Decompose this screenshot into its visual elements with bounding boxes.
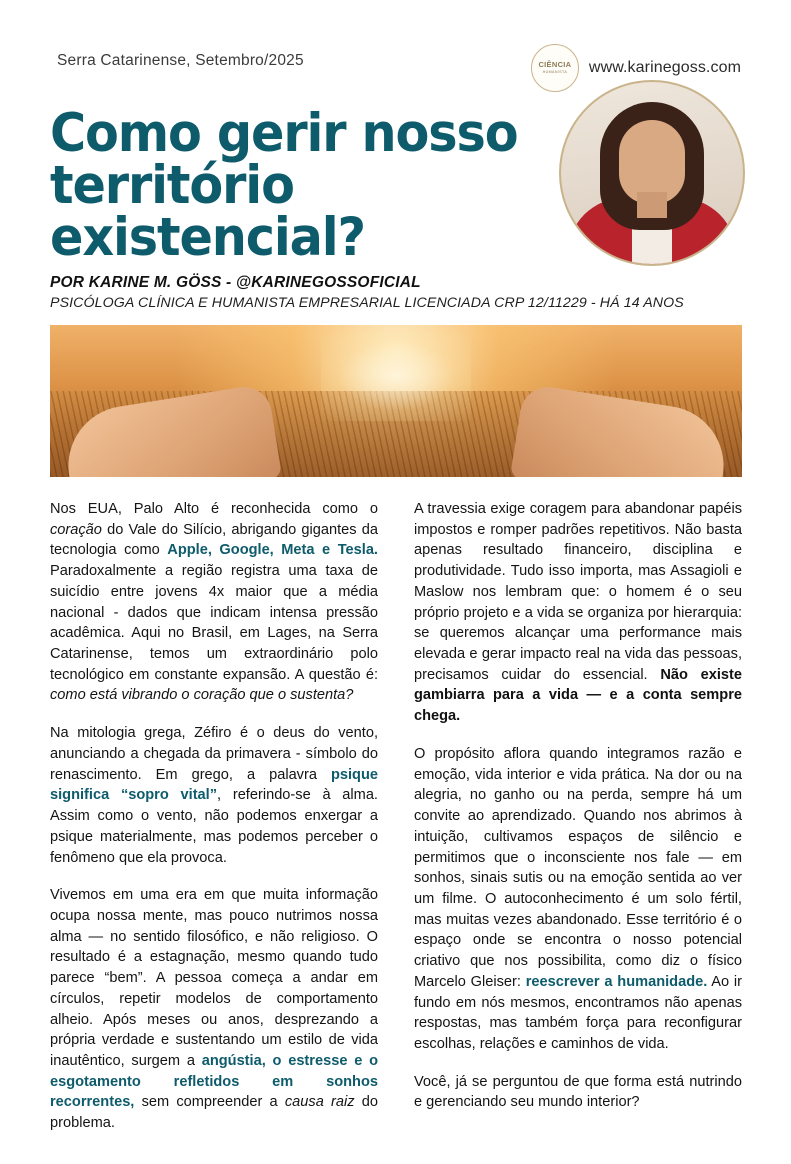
byline-author: POR KARINE M. GÖSS - @KARINEGOSSOFICIAL — [50, 274, 421, 291]
article-text-run: psique significa “sopro vital” — [50, 766, 378, 804]
article-page — [0, 44, 791, 1164]
article-text-run: Paradoxalmente a região registra uma taxa de suicídio entre jovens 4x maior que a média nacional - dados que indicam intensa pressão acadêmica. Aqui no Brasil, em Lages, na Serra Catarinense, temos um extraordinário polo tecnológico em constante expansão. A questão é: — [50, 563, 378, 683]
article-text-run: causa raiz — [284, 1094, 355, 1111]
article-text-run: do Vale do Silício, abrigando gigantes da tecnologia como — [50, 521, 378, 559]
portrait-neck — [637, 192, 667, 218]
article-text-run: Você, já se perguntou de que forma está nutrindo e gerenciando seu mundo interior? — [414, 1073, 742, 1111]
article-paragraph — [50, 885, 378, 1134]
article-text-run: angústia, o estresse e o esgotamento refletidos em sonhos recorrentes, — [50, 1052, 378, 1111]
author-portrait — [559, 80, 745, 266]
article-text-run: O propósito aflora quando integramos razão e emoção, vida interior e vida prática. Na dor ou na alegria, no ganho ou na perda, sempre há um convite ao aprendizado. Quando nos abrimos à intuição, cultivamos espaços de silêncio e permitimos que o inconsciente nos fale — em sonhos, sinais sutis ou na emoção sentida ao ver um filme. O autoconhecimento é um solo fértil, mas muitas vezes abandonado. Esse território é o espaço onde se encontra o nosso potencial criativo que nos possibilita, como diz o físico Marcelo Gleiser: — [414, 745, 742, 990]
article-text-run: Ao ir fundo em nós mesmos, encontramos não apenas respostas, mas também força para reconfigurar escolhas, relações e caminhos de vida. — [414, 973, 743, 1052]
article-column-left — [50, 499, 378, 1134]
article-paragraph — [50, 723, 378, 868]
article-text-run: reescrever a humanidade. — [525, 973, 708, 990]
article-text-run: como está vibrando o coração que o sustenta? — [50, 687, 354, 704]
page-title — [50, 94, 534, 268]
article-paragraph — [50, 499, 378, 706]
article-text-run: Nos EUA, Palo Alto é reconhecida como o — [50, 501, 378, 517]
website-url[interactable]: www.karinegoss.com — [588, 59, 741, 76]
seal-line-1: CIÊNCIA — [538, 60, 572, 70]
article-text-run: Apple, Google, Meta e Tesla. — [167, 542, 378, 559]
brand-seal-icon — [531, 44, 579, 92]
article-paragraph — [414, 1072, 742, 1113]
article-text-run: A travessia exige coragem para abandonar papéis impostos e romper padrões repetitivos. Não basta apenas resultado financeiro, disciplina e produtividade. Tudo isso importa, mas Assagioli e Maslow nos lembram que: o homem é o seu próprio projeto e a vida se organiza por hierarquia: se queremos alcançar uma performance mais elevada e gerar impacto real na vida das pessoas, precisamos cuidar do essencial. — [414, 501, 742, 683]
article-paragraph — [414, 744, 742, 1055]
title-line-1: Como gerir nosso — [50, 103, 518, 164]
hero-sun-glow — [321, 331, 471, 421]
article-column-right — [414, 499, 742, 1134]
article-text-run: do problema. — [50, 1094, 378, 1132]
article-paragraph — [414, 499, 742, 727]
dateline: Serra Catarinense, Setembro/2025 — [57, 52, 304, 69]
article-text-run: Não existe gambiarra para a vida — e a conta sempre chega. — [414, 666, 742, 725]
article-text-run: Na mitologia grega, Zéfiro é o deus do vento, anunciando a chegada da primavera - símbolo do renascimento. Em grego, a palavra — [50, 725, 378, 783]
article-text-run: Vivemos em uma era em que muita informação ocupa nossa mente, mas pouco nutrimos nossa alma — no sentido filosófico, e não religioso. O resultado é a estagnação, mesmo quando tudo parece “bem”. A pessoa começa a andar em círculos, repetir modelos de comportamento alheio. Após meses ou anos, desprezando a própria verdade e sustentando um estilo de vida inautêntico, surgem a — [50, 887, 378, 1069]
article-text-run: sem compreender a — [134, 1094, 285, 1111]
article-body — [50, 499, 742, 1134]
article-text-run: , referindo-se à alma. Assim como o vento, não podemos enxergar a psique materialmente, mas podemos perceber o fenômeno que ela provoca. — [50, 787, 378, 866]
title-block — [50, 94, 741, 270]
byline-credentials: PSICÓLOGA CLÍNICA E HUMANISTA EMPRESARIAL LICENCIADA CRP 12/11229 - HÁ 14 ANOS — [50, 295, 684, 311]
seal-line-2: HUMANISTA — [542, 69, 568, 74]
hero-image — [50, 325, 742, 477]
title-line-2: território existencial? — [50, 154, 366, 268]
article-text-run: coração — [50, 521, 102, 538]
